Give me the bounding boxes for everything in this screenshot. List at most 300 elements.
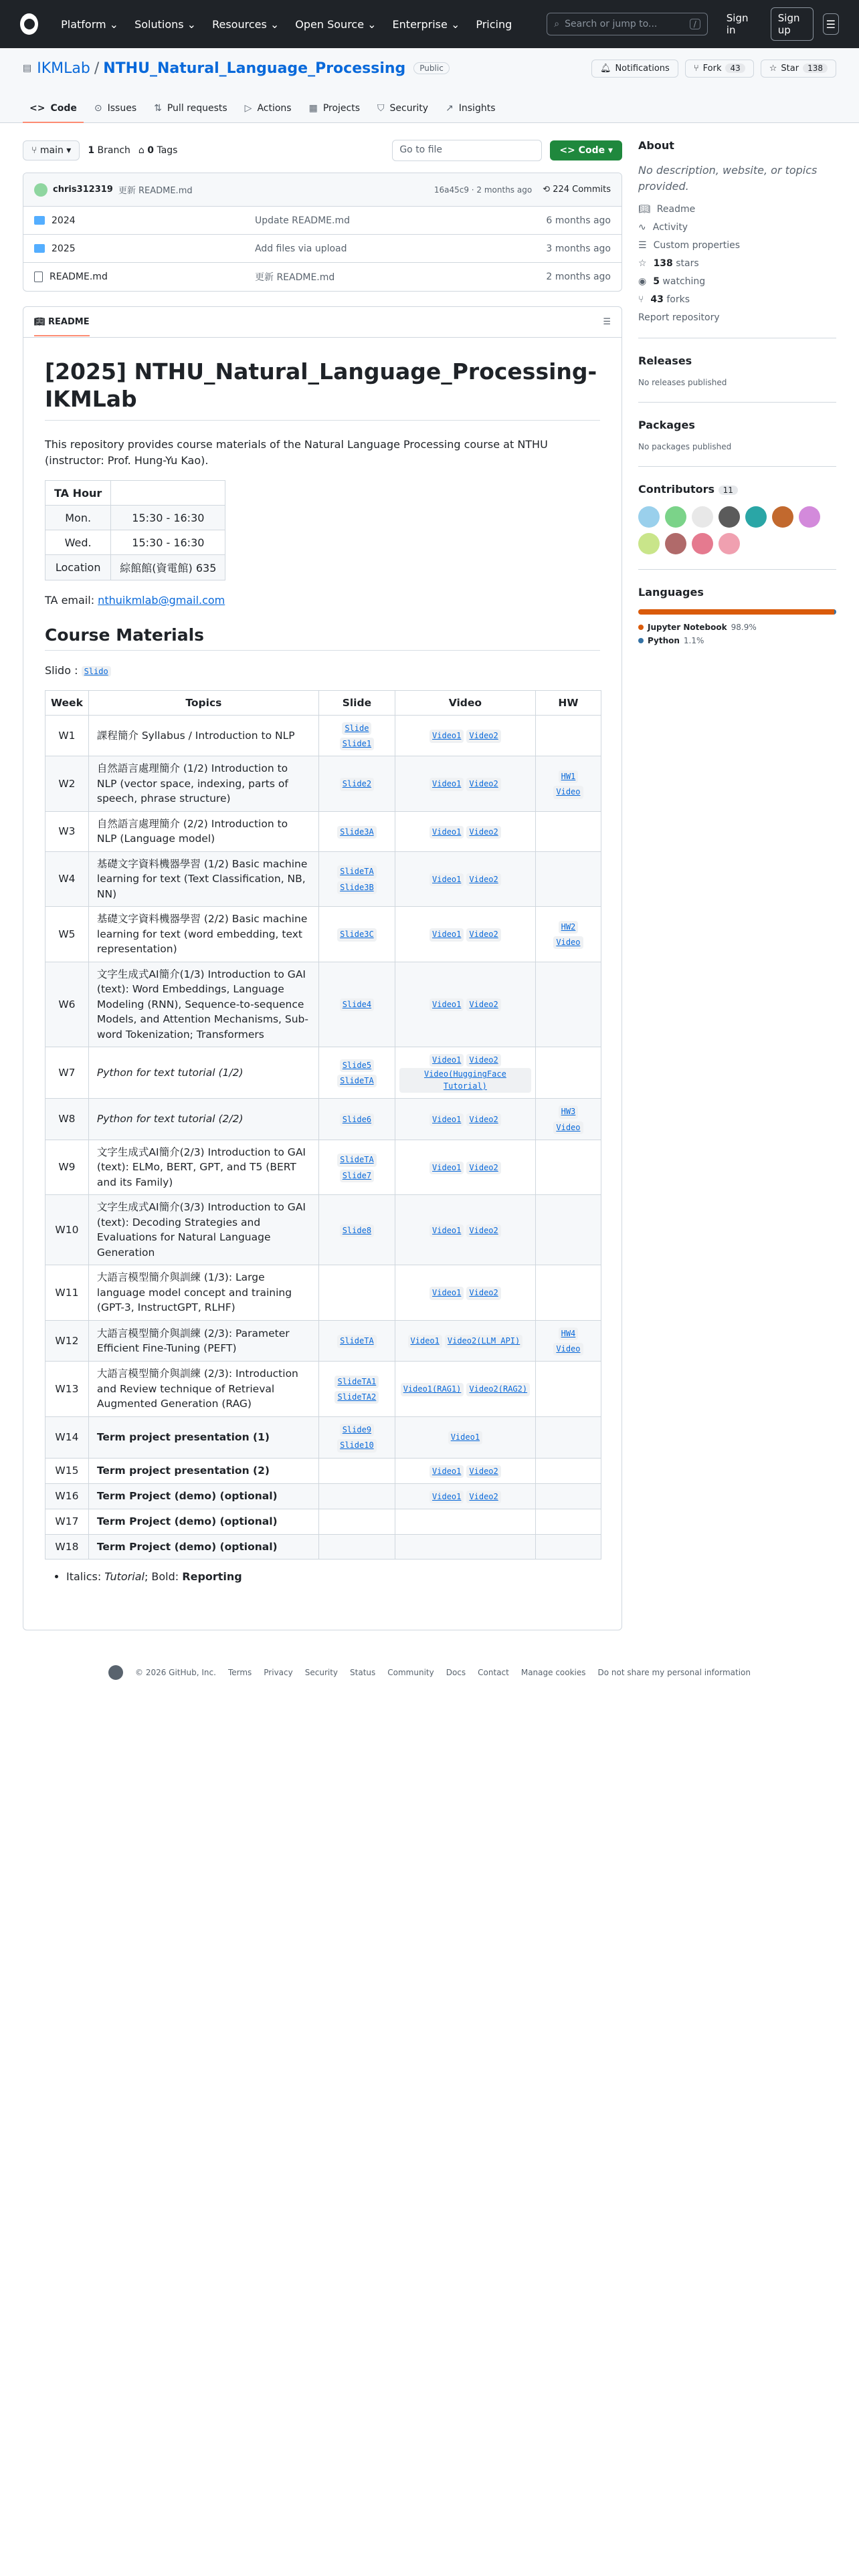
releases-section [638,338,836,387]
about-link[interactable] [638,294,836,305]
slide-link[interactable]: SlideTA [337,1335,377,1348]
commits-link[interactable] [543,185,611,195]
slide-cell [318,715,395,756]
contributor-avatar[interactable] [745,506,767,528]
tab-pull-requests[interactable] [147,103,234,123]
contributors-heading[interactable] [638,483,836,496]
languages-heading: Languages [638,586,704,599]
slide-link[interactable]: SlideTA [337,1154,377,1166]
hw-cell [535,756,601,811]
col-topics: Topics [88,690,318,715]
language-name: Jupyter Notebook [648,623,727,632]
video-link[interactable]: Video2 [466,730,500,742]
table-row [45,1099,601,1140]
video-link[interactable]: Video1 [430,730,464,742]
slide-link[interactable]: Slide3C [337,928,377,941]
topic-cell: 文字生成式AI簡介(2/3) Introduction to GAI (text): ELMo, BERT, GPT, and T5 (BERT and its Family) [88,1140,318,1194]
commit-message[interactable]: 更新 README.md [118,186,193,196]
week-cell: W17 [45,1509,89,1534]
about-link-count: 43 [650,294,664,305]
table-row [45,811,601,851]
table-row [45,851,601,906]
video-cell [395,1416,535,1458]
file-name[interactable]: README.md [50,272,108,282]
releases-heading[interactable]: Releases [638,354,692,367]
video-link[interactable]: Video2 [466,928,500,941]
slide-cell [318,1099,395,1140]
book-icon: 📖︎ [34,317,49,327]
video-link[interactable]: Video2 [466,1113,500,1126]
github-footer-logo-icon[interactable] [108,1665,123,1680]
language-pct: 98.9% [731,623,757,632]
legend-mid: ; Bold: [144,1570,183,1584]
hw-cell [535,715,601,756]
language-bar-segment [638,609,834,615]
video-link[interactable]: Video2 [466,1162,500,1174]
slide-cell [318,1458,395,1483]
video-link[interactable]: Video2 [466,826,500,839]
branches-link[interactable] [88,145,130,156]
footer-link[interactable]: Privacy [264,1668,293,1677]
file-list [23,173,622,292]
footer [0,1665,859,1680]
slide-cell [318,907,395,962]
about-link-text: watching [659,276,706,287]
about-link[interactable] [638,204,836,215]
fork-button[interactable] [685,60,754,78]
video-link[interactable]: Video(HuggingFace Tutorial) [399,1068,531,1093]
language-list [638,623,836,645]
contributor-avatar[interactable] [665,533,686,554]
code-icon: <> [29,103,45,114]
contributor-avatar[interactable] [638,533,660,554]
slide-cell [318,1047,395,1098]
footer-link[interactable]: Community [387,1668,434,1677]
hw-link[interactable]: Video [553,936,583,949]
about-link-label [653,222,688,233]
video-cell [395,1483,535,1509]
table-icon: ▦ [308,103,318,114]
hw-link[interactable]: HW2 [559,921,579,934]
shield-icon: ⛉ [377,103,385,114]
footer-link[interactable]: Do not share my personal information [597,1668,751,1677]
footer-link[interactable]: Docs [446,1668,466,1677]
video-link[interactable]: Video2 [466,1287,500,1299]
slide-link[interactable]: Slide3A [337,826,377,839]
fork-count: 43 [725,64,745,73]
video-link[interactable]: Video1 [430,1465,464,1478]
video-link[interactable]: Video1(RAG1) [401,1383,464,1396]
video-cell [395,1458,535,1483]
topic-cell: 大語言模型簡介與訓練 (2/3): Introduction and Review technique of Retrieval Augmented Generation (RAG) [88,1362,318,1416]
issue-icon: ⊙ [94,103,102,114]
about-heading: About [638,139,674,152]
topic-cell: 自然語言處理簡介 (1/2) Introduction to NLP (vector space, indexing, parts of speech, phrase structure) [88,756,318,811]
file-row[interactable] [23,263,622,291]
video-cell [395,1265,535,1320]
video-link[interactable]: Video2 [466,998,500,1011]
week-cell: W15 [45,1458,89,1483]
contributor-avatar[interactable] [719,506,740,528]
ta-email-label: TA email: [45,594,98,607]
slide-cell [318,756,395,811]
tab-security[interactable] [371,103,435,123]
packages-heading[interactable]: Packages [638,419,695,431]
file-time: 6 months ago [546,215,611,226]
topic-cell: Term Project (demo) (optional) [88,1534,318,1559]
hw-cell [535,1534,601,1559]
week-cell: W5 [45,907,89,962]
about-link[interactable] [638,258,836,269]
about-link-text: Readme [656,204,696,215]
table-row [45,1047,601,1098]
video-link[interactable]: Video2 [466,1491,500,1503]
search-input[interactable] [547,13,708,35]
hw-link[interactable]: Video [553,1343,583,1356]
col-week: Week [45,690,89,715]
nav-enterprise[interactable]: Enterprise ⌄ [392,17,460,31]
video-link[interactable]: Video1 [430,873,464,886]
table-row [45,1362,601,1416]
slide-link[interactable]: Slide [342,722,371,735]
commit-meta[interactable]: 16a45c9 · 2 months ago [434,185,533,195]
repo-name-link[interactable]: NTHU_Natural_Language_Processing [103,60,406,77]
tab-label: Pull requests [167,103,227,114]
tags-label: Tags [157,145,178,156]
week-cell: W10 [45,1195,89,1265]
tab-label: Code [50,103,77,114]
week-cell: W16 [45,1483,89,1509]
nav-resources[interactable]: Resources ⌄ [212,17,280,31]
week-cell: W4 [45,851,89,906]
about-link-label [653,276,705,287]
video-link[interactable]: Video2 [466,1054,500,1067]
branch-select[interactable]: ⑂ main ▾ [23,140,80,160]
slido-link[interactable]: Slido [82,666,111,677]
topic-cell: 大語言模型簡介與訓練 (2/3): Parameter Efficient Fine-Tuning (PEFT) [88,1320,318,1362]
video-link[interactable]: Video1 [430,1224,464,1237]
sign-in-button[interactable]: Sign in [726,12,749,36]
tab-issues[interactable] [88,103,143,123]
repo-owner-link[interactable]: IKMLab [37,60,90,77]
week-cell: W7 [45,1047,89,1098]
slide-cell [318,1534,395,1559]
table-row [45,1416,601,1458]
file-row[interactable] [23,235,622,263]
col-hw: HW [535,690,601,715]
video-cell [395,851,535,906]
language-item[interactable] [638,623,836,632]
video-link[interactable]: Video2 [466,1465,500,1478]
nav-platform[interactable]: Platform ⌄ [61,17,119,31]
slide-link[interactable]: Slide4 [340,998,374,1011]
file-icon [34,272,43,282]
col-slide: Slide [318,690,395,715]
footer-link[interactable]: Security [304,1668,339,1677]
week-cell: W14 [45,1416,89,1458]
table-row [45,1265,601,1320]
slide-link[interactable]: Slide1 [340,738,374,750]
graph-icon: ↗ [446,103,454,114]
video-cell [395,1047,535,1098]
contributor-avatar[interactable] [719,533,740,554]
table-row [45,1534,601,1559]
latest-commit [23,173,622,207]
hw-link[interactable]: HW3 [559,1105,579,1118]
video-link[interactable]: Video1 [430,1113,464,1126]
slide-link[interactable]: SlideTA [337,1075,377,1087]
slide-link[interactable]: Slide7 [340,1170,374,1182]
week-cell: W9 [45,1140,89,1194]
slide-link[interactable]: SlideTA2 [335,1391,379,1404]
legend-list [66,1570,600,1583]
file-time: 2 months ago [546,272,611,282]
week-cell: W18 [45,1534,89,1559]
fork-label: Fork [702,63,722,74]
ta-day: Mon. [45,506,111,530]
course-materials-heading: Course Materials [45,625,600,651]
about-link-text: stars [672,258,699,269]
video-link[interactable]: Video1 [448,1431,482,1444]
course-table-body [45,715,601,1560]
nav-solutions[interactable]: Solutions ⌄ [134,17,197,31]
video-link[interactable]: Video1 [430,778,464,790]
nav-open-source[interactable]: Open Source ⌄ [295,17,377,31]
readme-tab[interactable] [34,308,90,336]
video-link[interactable]: Video1 [430,1054,464,1067]
notifications-button[interactable] [591,60,678,78]
tab-actions[interactable] [238,103,298,123]
legend-prefix: Italics: [66,1570,105,1584]
table-row [45,715,601,756]
footer-link[interactable]: Manage cookies [520,1668,586,1677]
ta-email-line [45,593,600,609]
hw-link[interactable]: Video [553,786,583,798]
global-nav [53,18,520,31]
fork-icon: ⑂ [638,294,644,305]
readme-intro: This repository provides course materials of the Natural Language Processing course at NTHU (instructor: Prof. Hung-Yu Kao). [45,437,548,467]
video-link[interactable]: Video1 [430,998,464,1011]
hw-link[interactable]: HW1 [559,770,579,783]
ta-location-label: Location [45,555,111,580]
topic-cell: 大語言模型簡介與訓練 (1/3): Large language model concept and training (GPT-3, InstructGPT, RLHF) [88,1265,318,1320]
about-link-count: 138 [653,258,673,269]
outline-icon[interactable]: ☰ [603,317,611,327]
week-cell: W1 [45,715,89,756]
about-link[interactable] [638,276,836,287]
table-row [45,1483,601,1509]
ta-time: 15:30 - 16:30 [111,506,225,530]
contributor-avatar[interactable] [665,506,686,528]
video-link[interactable]: Video1 [408,1335,442,1348]
table-row [45,907,601,962]
contributor-avatar[interactable] [772,506,793,528]
topic-cell: 自然語言處理簡介 (2/2) Introduction to NLP (Language model) [88,811,318,851]
pulse-icon: ∿ [638,222,646,233]
avatar[interactable] [34,183,47,197]
star-label: Star [781,63,799,74]
ta-hour-header: TA Hour [45,481,111,506]
tag-icon: ⌂ [138,145,148,156]
tab-label: Security [389,103,429,114]
nav-pricing[interactable]: Pricing [476,17,512,31]
play-icon: ▷ [244,103,252,114]
go-to-file-input[interactable]: Go to file [392,140,542,161]
packages-empty: No packages published [638,442,732,451]
repo-icon: ▤ [23,63,32,74]
hw-link[interactable]: Video [553,1121,583,1134]
video-cell [395,1099,535,1140]
file-commit-message[interactable]: 更新 README.md [255,272,335,283]
contributors-section [638,466,836,554]
tags-count: 0 [147,145,155,156]
readme-title: [2025] NTHU_Natural_Language_Processing-IKMLab [45,358,600,421]
footer-link[interactable]: Status [350,1668,376,1677]
ta-time: 15:30 - 16:30 [111,530,225,555]
video-link[interactable]: Video2 [466,1224,500,1237]
week-cell: W12 [45,1320,89,1362]
eye-icon: ◉ [638,276,647,287]
video-link[interactable]: Video2(LLM API) [445,1335,522,1348]
video-link[interactable]: Video1 [430,1287,464,1299]
contributor-avatar[interactable] [692,533,713,554]
repo-separator: / [94,60,100,77]
file-time: 3 months ago [546,243,611,254]
video-link[interactable]: Video1 [430,826,464,839]
table-row [45,1140,601,1194]
table-row [45,962,601,1047]
about-link-text: Custom properties [653,240,741,251]
slide-link[interactable]: Slide6 [340,1113,374,1126]
commits-count: 224 Commits [553,185,611,195]
topic-cell: 文字生成式AI簡介(1/3) Introduction to GAI (text): Word Embeddings, Language Modeling (RNN), Sequence-to-sequence Models, and Attention Mechanisms, Sub-word Tokenization; Transformers [88,962,318,1047]
topic-cell: Term Project (demo) (optional) [88,1483,318,1509]
week-cell: W13 [45,1362,89,1416]
week-cell: W11 [45,1265,89,1320]
ta-location: 綜館館(資電館) 635 [111,555,225,580]
video-cell [395,1140,535,1194]
tab-projects[interactable] [302,103,367,123]
slide-cell [318,1140,395,1194]
slide-link[interactable]: Slide3B [337,881,377,894]
about-link[interactable] [638,222,836,233]
table-row [45,1509,601,1534]
video-link[interactable]: Video1 [430,928,464,941]
slido-label: Slido : [45,663,82,677]
tab-code[interactable] [23,103,84,123]
sign-up-button[interactable]: Sign up [771,7,814,41]
ta-hour-header-empty [111,481,225,506]
slide-link[interactable]: SlideTA [337,865,377,878]
ta-day: Wed. [45,530,111,555]
hw-cell [535,1416,601,1458]
github-logo-icon[interactable] [20,13,38,35]
slide-cell [318,851,395,906]
slide-link[interactable]: Slide2 [340,778,374,790]
tab-label: Insights [458,103,496,114]
slide-link[interactable]: Slide5 [340,1059,374,1072]
commit-author[interactable]: chris312319 [53,185,113,195]
about-link-count: 5 [653,276,660,287]
about-link[interactable] [638,240,836,251]
language-dot-icon [638,638,644,643]
hw-cell [535,851,601,906]
code-button[interactable]: <> Code ▾ [550,140,622,160]
video-cell [395,1320,535,1362]
video-link[interactable]: Video2(RAG2) [466,1383,530,1396]
topic-cell: Python for text tutorial (2/2) [88,1099,318,1140]
video-link[interactable]: Video1 [430,1162,464,1174]
hw-link[interactable]: HW4 [559,1327,579,1340]
hw-cell [535,1047,601,1098]
slido-line [45,663,600,679]
contributor-avatar[interactable] [799,506,820,528]
slide-link[interactable]: Slide8 [340,1224,374,1237]
table-row [45,1195,601,1265]
week-cell: W2 [45,756,89,811]
video-link[interactable]: Video1 [430,1491,464,1503]
about-links [638,204,836,305]
video-link[interactable]: Video2 [466,778,500,790]
book-icon: 📖︎ [638,204,650,215]
slide-link[interactable]: Slide9 [340,1424,374,1436]
ta-email-link[interactable]: nthuikmlab@gmail.com [98,594,225,607]
course-table [45,690,601,1560]
footer-link[interactable]: Terms [227,1668,252,1677]
menu-icon[interactable]: ☰ [823,13,839,35]
topic-cell: Term project presentation (1) [88,1416,318,1458]
slide-link[interactable]: SlideTA1 [335,1376,379,1388]
file-row[interactable] [23,207,622,235]
language-item[interactable] [638,636,836,645]
branch-icon: ⑂ [31,145,40,156]
contributor-avatar[interactable] [638,506,660,528]
star-button[interactable] [761,60,836,78]
week-cell: W8 [45,1099,89,1140]
file-name[interactable]: 2025 [52,243,76,254]
contributor-avatar[interactable] [692,506,713,528]
repo-tabs [23,88,836,123]
slide-link[interactable]: Slide10 [337,1439,377,1452]
file-name[interactable]: 2024 [52,215,76,226]
footer-link[interactable]: Contact [478,1668,509,1677]
contributor-avatars [638,506,836,554]
tags-link[interactable] [138,145,178,156]
col-video: Video [395,690,535,715]
readme-panel [23,306,622,1630]
legend-italic: Tutorial [104,1570,145,1584]
tab-insights[interactable] [439,103,502,123]
table-row [45,1320,601,1362]
about-link-label [654,258,699,269]
star-count: 138 [803,64,828,73]
report-link[interactable] [638,312,836,323]
readme-tab-label: README [48,317,90,327]
file-commit-message[interactable]: Update README.md [255,215,350,226]
slide-cell [318,1195,395,1265]
file-commit-message[interactable]: Add files via upload [255,243,347,254]
video-link[interactable]: Video2 [466,873,500,886]
global-header [0,0,859,48]
language-bar-segment [834,609,836,615]
search-icon: ⌕ [554,19,560,29]
fork-icon: ⑂ [693,63,699,74]
ta-hour-table [45,480,225,580]
hw-cell [535,1099,601,1140]
language-dot-icon [638,625,644,630]
slide-cell [318,811,395,851]
video-cell [395,1534,535,1559]
